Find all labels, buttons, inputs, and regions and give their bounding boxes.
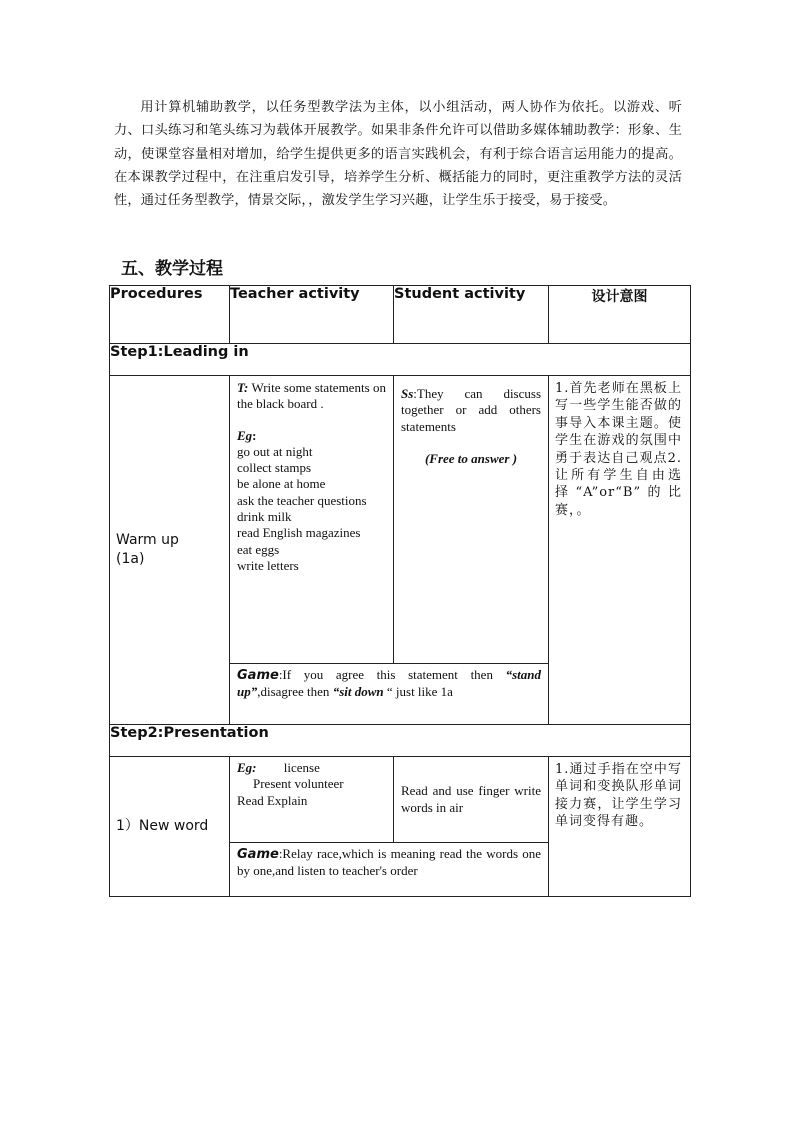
list-item: collect stamps bbox=[237, 460, 312, 476]
step2-title: Step2:Presentation bbox=[110, 725, 691, 757]
list-item: drink milk bbox=[237, 509, 292, 525]
header-design-intent: 设计意图 bbox=[549, 286, 691, 344]
list-item: ask the teacher questions bbox=[237, 492, 367, 508]
warmup-game-cell: Game:If you agree this statement then “stand up”,disagree then “sit down “ just like 1a bbox=[230, 664, 549, 725]
newword-procedure-cell: 1）New word bbox=[110, 757, 230, 897]
teacher-text: Write some statements on the black board . bbox=[237, 380, 387, 412]
newword-student-cell: Read and use finger write words in air bbox=[394, 757, 549, 843]
list-item: be alone at home bbox=[237, 476, 326, 492]
newword-row bbox=[110, 757, 691, 843]
intro-paragraph: 用计算机辅助教学，以任务型教学法为主体，以小组活动，两人协作为依托。以游戏、听力、口头练习和笔头练习为载体开展教学。如果非条件允许可以借助多媒体辅助教学：形象、生动，使课堂容量相对增加，给学生提供更多的语言实践机会，有利于综合语言运用能力的提高。在本课教学过程中，在注重启发引导，培养学生分析、概括能力的同时，更注重教学方法的灵活性，通过任务型教学，情景交际，，激发学生学习兴趣，让学生乐于接受，易于接受。 bbox=[114, 100, 682, 209]
free-to-answer: (Free to answer ) bbox=[424, 450, 518, 466]
step1-title: Step1:Leading in bbox=[110, 344, 691, 376]
student-text: :They can discuss together or add others statements bbox=[401, 386, 541, 434]
step2-row bbox=[110, 725, 691, 757]
student-label: Ss bbox=[401, 386, 414, 401]
header-procedures: Procedures bbox=[110, 286, 230, 344]
warmup-sublabel: (1a) bbox=[116, 551, 145, 567]
table-header-row bbox=[110, 286, 691, 344]
teaching-process-table bbox=[109, 285, 691, 897]
header-student-activity: Student activity bbox=[394, 286, 549, 344]
warmup-student-cell bbox=[394, 376, 549, 664]
warmup-intent-cell: 1.首先老师在黑板上写一些学生能否做的事导入本课主题。使学生在游戏的氛围中勇于表达自己观点2.让所有学生自由选择“A”or“B”的比赛，。 bbox=[549, 376, 691, 725]
teacher-label: T: bbox=[237, 380, 249, 395]
warmup-procedure-cell bbox=[110, 376, 230, 725]
header-teacher-activity: Teacher activity bbox=[230, 286, 394, 344]
step1-row bbox=[110, 344, 691, 376]
game-label: Game bbox=[237, 847, 279, 862]
warmup-label: Warm up bbox=[116, 532, 179, 548]
warmup-teacher-cell: T: Write some statements on the black board . Eg: go out at night collect stamps be alone at home ask the teacher questions drink milk read English magazines eat eggs write letters bbox=[230, 376, 394, 664]
newword-intent-cell: 1.通过手指在空中写单词和变换队形单词接力赛，让学生学习单词变得有趣。 bbox=[549, 757, 691, 897]
list-item: read English magazines bbox=[237, 525, 361, 541]
section-heading: 五、教学过程 bbox=[121, 259, 223, 279]
warmup-row bbox=[110, 376, 691, 664]
list-item: go out at night bbox=[237, 443, 313, 459]
newword-teacher-cell: Eg: license Present volunteer Read Explain bbox=[230, 757, 394, 843]
list-item: eat eggs bbox=[237, 541, 280, 557]
newword-game-cell: Game:Relay race,which is meaning read the words one by one,and listen to teacher's order bbox=[230, 843, 549, 897]
list-item: write letters bbox=[237, 557, 299, 573]
eg-label: Eg: bbox=[237, 760, 257, 775]
game-label: Game bbox=[237, 668, 279, 683]
eg-label: Eg bbox=[237, 427, 253, 443]
